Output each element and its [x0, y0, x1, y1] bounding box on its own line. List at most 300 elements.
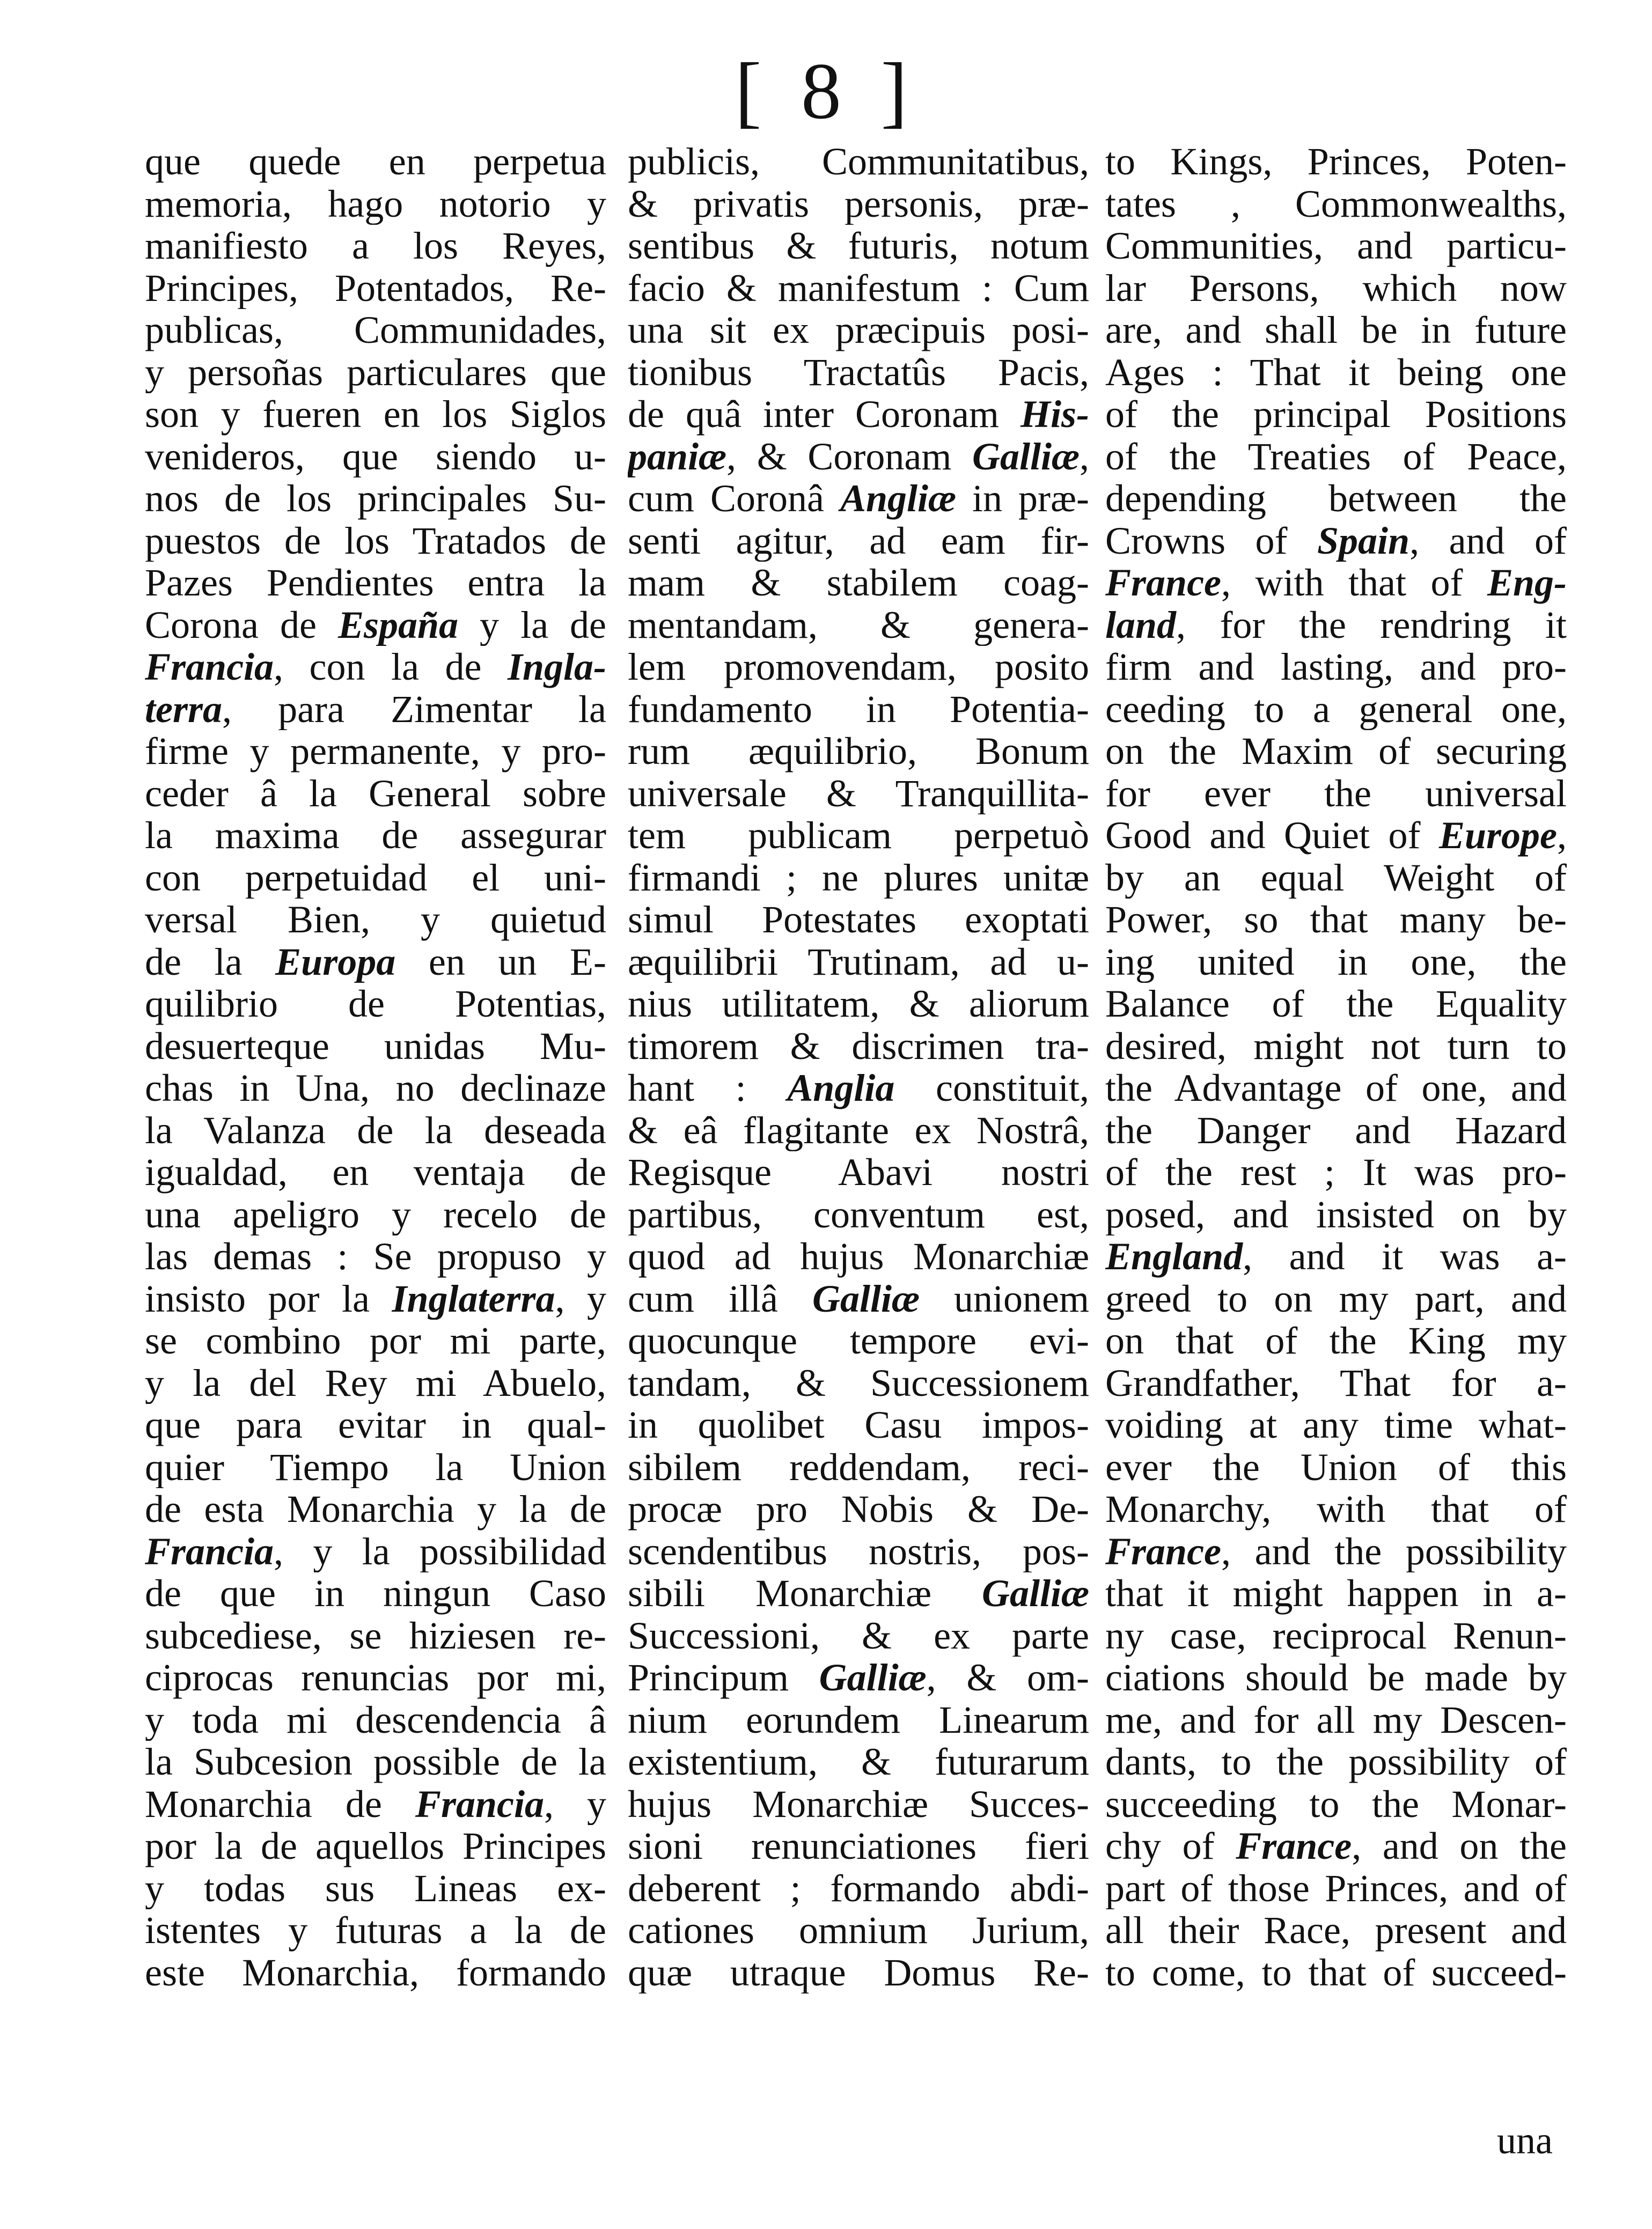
- line-text: , and of: [1409, 519, 1567, 562]
- text-line: [628, 1783, 1089, 1826]
- text-line: [145, 1531, 606, 1573]
- line-text: unionem: [920, 1277, 1089, 1320]
- text-line: [628, 477, 1089, 520]
- line-text: are, and shall be in future: [1105, 309, 1567, 351]
- italic-text: Ingla-: [507, 646, 606, 688]
- line-text: y toda mi descendencia â: [145, 1698, 606, 1741]
- text-line: [1105, 1109, 1567, 1152]
- line-text: lar Persons, which now: [1105, 267, 1567, 309]
- line-text: ing united in one, the: [1105, 940, 1567, 983]
- line-text: , and it was a-: [1243, 1235, 1567, 1278]
- text-line: [628, 141, 1089, 183]
- text-line: [628, 1867, 1089, 1910]
- text-line: [145, 1867, 606, 1910]
- line-text: venideros, que siendo u-: [145, 435, 606, 477]
- line-text: se combino por mi parte,: [145, 1320, 606, 1362]
- line-text: quier Tiempo la Union: [145, 1446, 606, 1488]
- text-line: [628, 899, 1089, 941]
- line-text: las demas : Se propuso y: [145, 1235, 606, 1278]
- line-text: y todas sus Lineas ex-: [145, 1867, 606, 1909]
- line-text: existentium, & futurarum: [628, 1741, 1089, 1783]
- line-text: , con la de: [274, 646, 508, 688]
- line-text: la Subcesion possible de la: [145, 1741, 606, 1783]
- text-line: [1105, 1867, 1567, 1910]
- line-text: procæ pro Nobis & De-: [628, 1488, 1089, 1531]
- text-line: [628, 604, 1089, 646]
- italic-text: France: [1105, 562, 1221, 604]
- text-line: [628, 1235, 1089, 1278]
- italic-text: France: [1236, 1825, 1352, 1867]
- line-text: una apeligro y recelo de: [145, 1193, 606, 1235]
- text-line: [145, 1783, 606, 1826]
- line-text: ever the Union of this: [1105, 1446, 1567, 1488]
- text-line: [628, 351, 1089, 394]
- italic-text: Inglaterra: [392, 1277, 555, 1320]
- text-line: [145, 309, 606, 351]
- line-text: Corona de: [145, 604, 338, 646]
- text-line: [628, 436, 1089, 478]
- line-text: , with that of: [1221, 562, 1487, 604]
- text-line: [1105, 1362, 1567, 1404]
- text-line: [1105, 688, 1567, 731]
- text-line: [1105, 646, 1567, 688]
- text-line: [1105, 1067, 1567, 1109]
- text-line: [1105, 1657, 1567, 1699]
- line-text: dants, to the possibility of: [1105, 1741, 1567, 1783]
- text-line: [145, 773, 606, 815]
- line-text: istentes y futuras a la de: [145, 1909, 606, 1952]
- text-line: [145, 1362, 606, 1404]
- text-line: [1105, 1615, 1567, 1657]
- text-line: [145, 1615, 606, 1657]
- line-text: sioni renunciationes fieri: [628, 1825, 1089, 1867]
- text-line: [1105, 814, 1567, 857]
- line-text: ,: [1557, 814, 1567, 857]
- text-line: [145, 183, 606, 225]
- text-line: [628, 520, 1089, 562]
- line-text: that it might happen in a-: [1105, 1572, 1567, 1615]
- italic-text: Francia: [145, 646, 274, 688]
- text-line: [145, 1488, 606, 1531]
- text-line: [1105, 1909, 1567, 1952]
- line-text: quilibrio de Potentias,: [145, 983, 606, 1025]
- line-text: ciprocas renuncias por mi,: [145, 1657, 606, 1699]
- text-line: [145, 1446, 606, 1489]
- italic-text: terra: [145, 688, 222, 730]
- text-line: [1105, 1531, 1567, 1573]
- line-text: ciations should be made by: [1105, 1657, 1567, 1699]
- line-text: Principes, Potentados, Re-: [145, 267, 606, 309]
- text-line: [145, 225, 606, 267]
- text-line: [145, 520, 606, 562]
- line-text: nius utilitatem, & aliorum: [628, 983, 1089, 1025]
- line-text: quod ad hujus Monarchiæ: [628, 1235, 1089, 1278]
- line-text: & privatis personis, præ-: [628, 182, 1089, 225]
- page-number: [ 8 ]: [735, 47, 917, 136]
- text-line: [628, 1909, 1089, 1952]
- line-text: Good and Quiet of: [1105, 814, 1439, 857]
- text-line: [1105, 520, 1567, 562]
- line-text: y la del Rey mi Abuelo,: [145, 1362, 606, 1404]
- text-line: [628, 225, 1089, 267]
- text-line: [1105, 1404, 1567, 1446]
- text-line: [145, 1235, 606, 1278]
- line-text: of the Treaties of Peace,: [1105, 435, 1567, 477]
- line-text: constituit,: [894, 1067, 1089, 1109]
- text-line: [1105, 857, 1567, 899]
- text-line: [628, 1067, 1089, 1109]
- line-text: versal Bien, y quietud: [145, 899, 606, 941]
- text-line: [628, 1151, 1089, 1194]
- line-text: universale & Tranquillita-: [628, 772, 1089, 814]
- line-text: in præ-: [956, 477, 1089, 520]
- line-text: publicis, Communitatibus,: [628, 141, 1089, 183]
- text-line: [145, 1741, 606, 1783]
- line-text: en un E-: [395, 940, 606, 983]
- italic-text: Angliæ: [840, 477, 957, 520]
- line-text: por la de aquellos Principes: [145, 1825, 606, 1867]
- line-text: la Valanza de la deseada: [145, 1109, 606, 1151]
- line-text: æquilibrii Trutinam, ad u-: [628, 940, 1089, 983]
- line-text: subcediese, se hiziesen re-: [145, 1614, 606, 1657]
- line-text: Regisque Abavi nostri: [628, 1151, 1089, 1194]
- line-text: Principum: [628, 1657, 819, 1699]
- italic-text: France: [1105, 1530, 1221, 1572]
- line-text: quocunque tempore evi-: [628, 1320, 1089, 1362]
- text-line: [1105, 1151, 1567, 1194]
- line-text: partibus, conventum est,: [628, 1193, 1089, 1235]
- line-text: , y: [555, 1277, 606, 1320]
- text-line: [145, 646, 606, 688]
- italic-text: England: [1105, 1235, 1243, 1278]
- text-line: [145, 814, 606, 857]
- line-text: firme y permanente, y pro-: [145, 730, 606, 773]
- text-line: [1105, 183, 1567, 225]
- italic-text: Francia: [415, 1783, 544, 1825]
- italic-text: land: [1105, 604, 1177, 646]
- text-line: [1105, 604, 1567, 646]
- line-text: Monarchy, with that of: [1105, 1488, 1567, 1531]
- line-text: deberent ; formando abdi-: [628, 1867, 1089, 1909]
- line-text: tem publicam perpetuò: [628, 814, 1089, 857]
- line-text: Balance of the Equality: [1105, 983, 1567, 1025]
- line-text: , for the rendring it: [1176, 604, 1567, 646]
- text-line: [1105, 1825, 1567, 1867]
- line-text: & eâ flagitante ex Nostrâ,: [628, 1109, 1089, 1151]
- line-text: depending between the: [1105, 477, 1567, 520]
- line-text: sibili Monarchiæ: [628, 1572, 982, 1615]
- text-line: [145, 267, 606, 310]
- line-text: voiding at any time what-: [1105, 1404, 1567, 1446]
- text-line: [1105, 941, 1567, 983]
- line-text: on that of the King my: [1105, 1320, 1567, 1362]
- line-text: este Monarchia, formando: [145, 1951, 606, 1993]
- line-text: de la: [145, 940, 276, 983]
- line-text: part of those Princes, and of: [1105, 1867, 1567, 1909]
- italic-text: Europa: [275, 940, 396, 983]
- line-text: sentibus & futuris, notum: [628, 225, 1089, 267]
- italic-text: España: [337, 604, 459, 646]
- text-line: [628, 857, 1089, 899]
- italic-text: Galliæ: [812, 1277, 920, 1320]
- text-line: [1105, 1699, 1567, 1741]
- text-line: [1105, 141, 1567, 183]
- spanish-column: [145, 141, 606, 1993]
- line-text: tandam, & Successionem: [628, 1362, 1089, 1404]
- line-text: una sit ex præcipuis posi-: [628, 309, 1089, 351]
- line-text: igualdad, en ventaja de: [145, 1151, 606, 1194]
- line-text: Monarchia de: [145, 1783, 415, 1825]
- line-text: ,: [1080, 435, 1089, 477]
- text-line: [628, 1362, 1089, 1404]
- line-text: , & om-: [926, 1657, 1089, 1699]
- line-text: la maxima de assegurar: [145, 814, 606, 857]
- line-text: ceeding to a general one,: [1105, 688, 1567, 730]
- text-line: [628, 267, 1089, 310]
- line-text: con perpetuidad el uni-: [145, 856, 606, 899]
- line-text: nium eorundem Linearum: [628, 1698, 1089, 1741]
- line-text: desuerteque unidas Mu-: [145, 1025, 606, 1067]
- line-text: , para Zimentar la: [222, 688, 606, 730]
- line-text: Successioni, & ex parte: [628, 1614, 1089, 1657]
- text-line: [145, 393, 606, 436]
- line-text: de que in ningun Caso: [145, 1572, 606, 1615]
- line-text: of the rest ; It was pro-: [1105, 1151, 1567, 1194]
- text-line: [1105, 773, 1567, 815]
- text-line: [1105, 309, 1567, 351]
- text-line: [1105, 1952, 1567, 1994]
- text-line: [1105, 1783, 1567, 1826]
- line-text: que para evitar in qual-: [145, 1404, 606, 1446]
- italic-text: Eng-: [1487, 562, 1567, 604]
- text-line: [628, 688, 1089, 731]
- line-text: for ever the universal: [1105, 772, 1567, 814]
- text-line: [145, 477, 606, 520]
- line-text: timorem & discrimen tra-: [628, 1025, 1089, 1067]
- text-line: [1105, 267, 1567, 310]
- line-text: Grandfather, That for a-: [1105, 1362, 1567, 1404]
- line-text: Crowns of: [1105, 519, 1317, 562]
- text-line: [628, 183, 1089, 225]
- text-line: [1105, 1025, 1567, 1068]
- text-line: [1105, 730, 1567, 773]
- line-text: the Danger and Hazard: [1105, 1109, 1567, 1151]
- text-line: [628, 1531, 1089, 1573]
- line-text: , and the possibility: [1221, 1530, 1567, 1572]
- text-line: [145, 983, 606, 1025]
- text-line: [628, 1572, 1089, 1615]
- italic-text: Galliæ: [819, 1657, 927, 1699]
- line-text: simul Potestates exoptati: [628, 899, 1089, 941]
- italic-text: Francia: [145, 1530, 274, 1572]
- line-text: mentandam, & genera-: [628, 604, 1089, 646]
- line-text: , y: [544, 1783, 606, 1825]
- text-line: [1105, 1278, 1567, 1320]
- text-line: [628, 309, 1089, 351]
- line-text: succeeding to the Monar-: [1105, 1783, 1567, 1825]
- text-line: [145, 941, 606, 983]
- text-line: [145, 1909, 606, 1952]
- line-text: in quolibet Casu impos-: [628, 1404, 1089, 1446]
- line-text: de quâ inter Coronam: [628, 393, 1020, 436]
- text-line: [145, 351, 606, 394]
- text-line: [1105, 393, 1567, 436]
- text-line: [628, 941, 1089, 983]
- line-text: of the principal Positions: [1105, 393, 1567, 436]
- line-text: to come, to that of succeed-: [1105, 1951, 1567, 1993]
- italic-text: Galliæ: [972, 435, 1080, 477]
- italic-text: Galliæ: [981, 1572, 1089, 1615]
- text-line: [1105, 562, 1567, 604]
- line-text: rum æquilibrio, Bonum: [628, 730, 1089, 773]
- italic-text: Anglia: [787, 1067, 895, 1109]
- text-line: [1105, 983, 1567, 1025]
- line-text: firmandi ; ne plures unitæ: [628, 856, 1089, 899]
- line-text: lem promovendam, posito: [628, 646, 1089, 688]
- text-line: [145, 604, 606, 646]
- line-text: senti agitur, ad eam fir-: [628, 519, 1089, 562]
- line-text: on the Maxim of securing: [1105, 730, 1567, 773]
- line-text: , & Coronam: [726, 435, 972, 477]
- line-text: the Advantage of one, and: [1105, 1067, 1567, 1109]
- text-line: [628, 1952, 1089, 1994]
- text-line: [1105, 436, 1567, 478]
- line-text: greed to on my part, and: [1105, 1277, 1567, 1320]
- line-text: tionibus Tractatûs Pacis,: [628, 351, 1089, 393]
- text-line: [628, 1699, 1089, 1741]
- text-line: [628, 1615, 1089, 1657]
- text-line: [145, 1657, 606, 1699]
- text-line: [145, 1952, 606, 1994]
- text-line: [145, 1151, 606, 1194]
- text-line: [1105, 1572, 1567, 1615]
- text-line: [145, 436, 606, 478]
- text-line: [628, 1741, 1089, 1783]
- text-line: [145, 1404, 606, 1446]
- text-line: [145, 688, 606, 731]
- line-text: mam & stabilem coag-: [628, 562, 1089, 604]
- line-text: facio & manifestum : Cum: [628, 267, 1089, 309]
- line-text: y persoñas particulares que: [145, 351, 606, 393]
- text-line: [628, 983, 1089, 1025]
- text-line: [145, 1278, 606, 1320]
- text-line: [1105, 351, 1567, 394]
- latin-column: [628, 141, 1089, 1993]
- text-line: [628, 1194, 1089, 1236]
- text-line: [1105, 477, 1567, 520]
- text-line: [1105, 225, 1567, 267]
- line-text: chas in Una, no declinaze: [145, 1067, 606, 1109]
- line-text: ny case, reciprocal Renun-: [1105, 1614, 1567, 1657]
- text-line: [628, 1657, 1089, 1699]
- text-line: [1105, 1741, 1567, 1783]
- line-text: que quede en perpetua: [145, 141, 606, 183]
- text-line: [145, 1025, 606, 1068]
- line-text: desired, might not turn to: [1105, 1025, 1567, 1067]
- text-line: [145, 1825, 606, 1867]
- line-text: tates , Commonwealths,: [1105, 182, 1567, 225]
- line-text: y la de: [458, 604, 606, 646]
- line-text: chy of: [1105, 1825, 1236, 1867]
- text-line: [628, 1278, 1089, 1320]
- text-line: [628, 730, 1089, 773]
- text-line: [628, 562, 1089, 604]
- text-line: [1105, 1488, 1567, 1531]
- text-line: [628, 393, 1089, 436]
- text-line: [145, 857, 606, 899]
- line-text: son y fueren en los Siglos: [145, 393, 606, 436]
- line-text: Ages : That it being one: [1105, 351, 1567, 393]
- text-line: [1105, 1235, 1567, 1278]
- text-line: [145, 1067, 606, 1109]
- italic-text: His-: [1020, 393, 1089, 436]
- line-text: insisto por la: [145, 1277, 392, 1320]
- line-text: hant :: [628, 1067, 788, 1109]
- text-line: [628, 646, 1089, 688]
- line-text: posed, and insisted on by: [1105, 1193, 1567, 1235]
- english-column: [1105, 141, 1567, 1993]
- text-line: [145, 1109, 606, 1152]
- line-text: fundamento in Potentia-: [628, 688, 1089, 730]
- text-line: [628, 1025, 1089, 1068]
- text-line: [145, 141, 606, 183]
- italic-text: Spain: [1317, 519, 1410, 562]
- text-line: [145, 899, 606, 941]
- catchword: una: [1497, 2119, 1553, 2162]
- line-text: cationes omnium Jurium,: [628, 1909, 1089, 1952]
- text-line: [628, 1404, 1089, 1446]
- text-line: [1105, 1320, 1567, 1362]
- text-line: [145, 730, 606, 773]
- line-text: , and on the: [1352, 1825, 1567, 1867]
- line-text: cum illâ: [628, 1277, 812, 1320]
- text-line: [628, 1109, 1089, 1152]
- text-line: [628, 1488, 1089, 1531]
- line-text: de esta Monarchia y la de: [145, 1488, 606, 1531]
- line-text: sibilem reddendam, reci-: [628, 1446, 1089, 1488]
- text-line: [145, 1572, 606, 1615]
- line-text: scendentibus nostris, pos-: [628, 1530, 1089, 1572]
- text-line: [145, 562, 606, 604]
- line-text: ceder â la General sobre: [145, 772, 606, 814]
- line-text: Power, so that many be-: [1105, 899, 1567, 941]
- text-line: [628, 1446, 1089, 1489]
- line-text: firm and lasting, and pro-: [1105, 646, 1567, 688]
- line-text: Communities, and particu-: [1105, 225, 1567, 267]
- text-line: [628, 1825, 1089, 1867]
- line-text: all their Race, present and: [1105, 1909, 1567, 1952]
- line-text: manifiesto a los Reyes,: [145, 225, 606, 267]
- line-text: nos de los principales Su-: [145, 477, 606, 520]
- line-text: to Kings, Princes, Poten-: [1105, 141, 1567, 183]
- text-line: [145, 1699, 606, 1741]
- line-text: by an equal Weight of: [1105, 856, 1567, 899]
- line-text: hujus Monarchiæ Succes-: [628, 1783, 1089, 1825]
- text-line: [1105, 1446, 1567, 1489]
- text-line: [1105, 899, 1567, 941]
- line-text: , y la possibilidad: [274, 1530, 606, 1572]
- text-line: [145, 1320, 606, 1362]
- text-line: [628, 1320, 1089, 1362]
- line-text: quæ utraque Domus Re-: [628, 1951, 1089, 1993]
- line-text: me, and for all my Descen-: [1105, 1698, 1567, 1741]
- text-line: [1105, 1194, 1567, 1236]
- line-text: publicas, Communidades,: [145, 309, 606, 351]
- line-text: memoria, hago notorio y: [145, 182, 606, 225]
- line-text: Pazes Pendientes entra la: [145, 562, 606, 604]
- line-text: puestos de los Tratados de: [145, 519, 606, 562]
- text-line: [628, 773, 1089, 815]
